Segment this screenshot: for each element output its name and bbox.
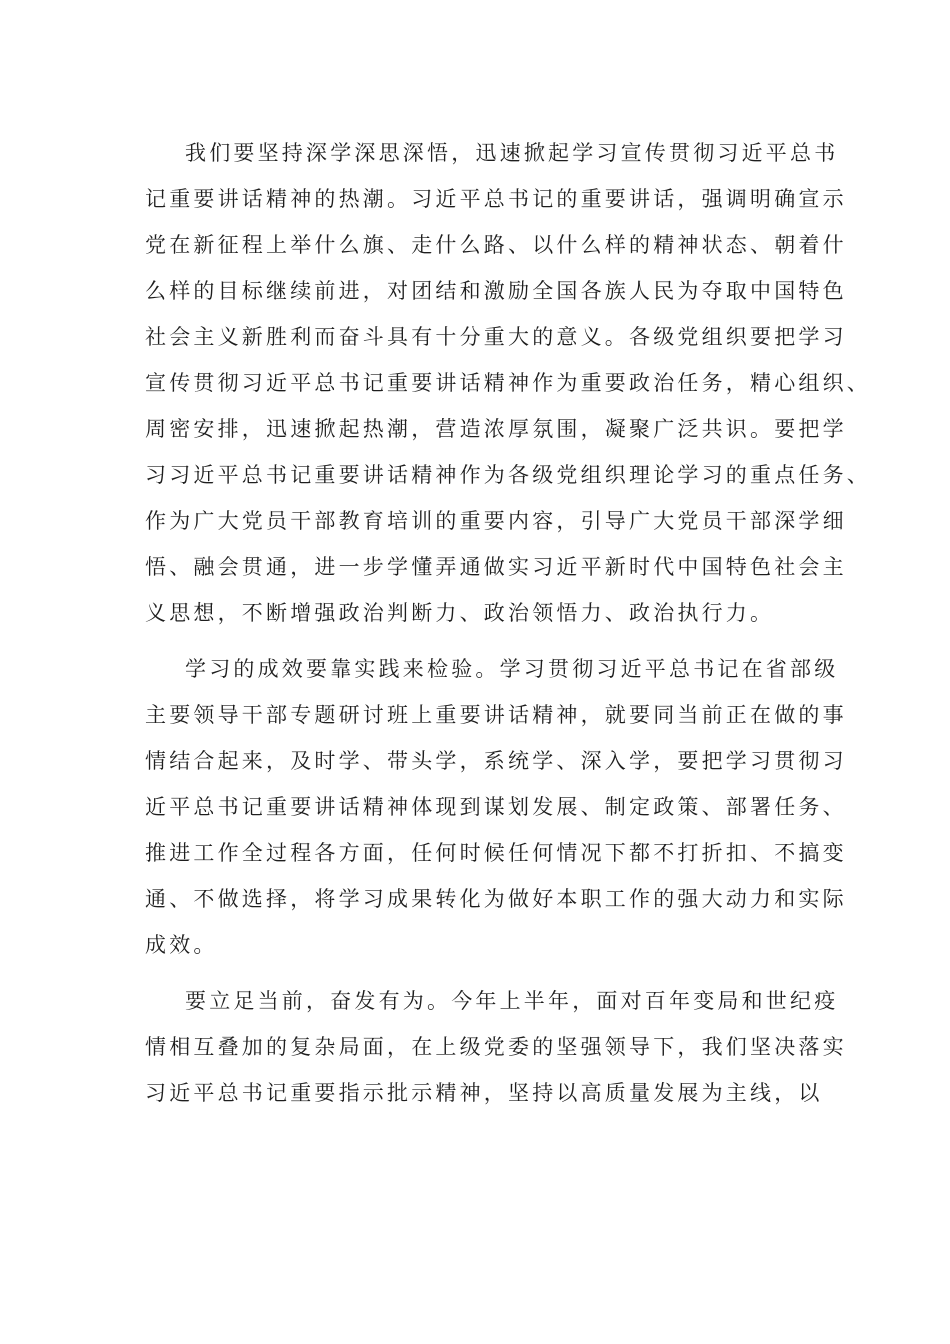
- paragraph-2-line-6: 通、不做选择，将学习成果转化为做好本职工作的强大动力和实际: [145, 887, 847, 911]
- paragraph-1-line-1: 我们要坚持深学深思深悟，迅速掀起学习宣传贯彻习近平总书: [185, 141, 839, 165]
- paragraph-2-line-2: 主要领导干部专题研讨班上重要讲话精神，就要同当前正在做的事: [145, 703, 847, 727]
- paragraph-1-line-8: 习习近平总书记重要讲话精神作为各级党组织理论学习的重点任务、: [145, 463, 871, 487]
- paragraph-1-line-2: 记重要讲话精神的热潮。习近平总书记的重要讲话，强调明确宣示: [145, 187, 847, 211]
- paragraph-2-line-7: 成效。: [145, 933, 218, 957]
- paragraph-1-line-9: 作为广大党员干部教育培训的重要内容，引导广大党员干部深学细: [145, 509, 847, 533]
- paragraph-3: [145, 978, 847, 1116]
- paragraph-2-line-1: 学习的成效要靠实践来检验。学习贯彻习近平总书记在省部级: [185, 657, 839, 681]
- paragraph-1-line-7: 周密安排，迅速掀起热潮，营造浓厚氛围，凝聚广泛共识。要把学: [145, 417, 847, 441]
- paragraph-3-line-3: 习近平总书记重要指示批示精神，坚持以高质量发展为主线，以: [145, 1081, 823, 1105]
- document-body: [145, 130, 871, 1126]
- paragraph-1-line-6: 宣传贯彻习近平总书记重要讲话精神作为重要政治任务，精心组织、: [145, 371, 871, 395]
- paragraph-2-line-4: 近平总书记重要讲话精神体现到谋划发展、制定政策、部署任务、: [145, 795, 847, 819]
- paragraph-2-line-3: 情结合起来，及时学、带头学，系统学、深入学，要把学习贯彻习: [145, 749, 847, 773]
- paragraph-3-line-2: 情相互叠加的复杂局面，在上级党委的坚强领导下，我们坚决落实: [145, 1035, 847, 1059]
- paragraph-1-line-4: 么样的目标继续前进，对团结和激励全国各族人民为夺取中国特色: [145, 279, 847, 303]
- paragraph-1-line-5: 社会主义新胜利而奋斗具有十分重大的意义。各级党组织要把学习: [145, 325, 847, 349]
- paragraph-1: [145, 130, 871, 636]
- paragraph-1-line-3: 党在新征程上举什么旗、走什么路、以什么样的精神状态、朝着什: [145, 233, 847, 257]
- paragraph-1-line-11: 义思想，不断增强政治判断力、政治领悟力、政治执行力。: [145, 601, 775, 625]
- paragraph-1-line-10: 悟、融会贯通，进一步学懂弄通做实习近平新时代中国特色社会主: [145, 555, 847, 579]
- paragraph-3-line-1: 要立足当前，奋发有为。今年上半年，面对百年变局和世纪疫: [185, 989, 839, 1013]
- paragraph-2: [145, 646, 847, 968]
- paragraph-2-line-5: 推进工作全过程各方面，任何时候任何情况下都不打折扣、不搞变: [145, 841, 847, 865]
